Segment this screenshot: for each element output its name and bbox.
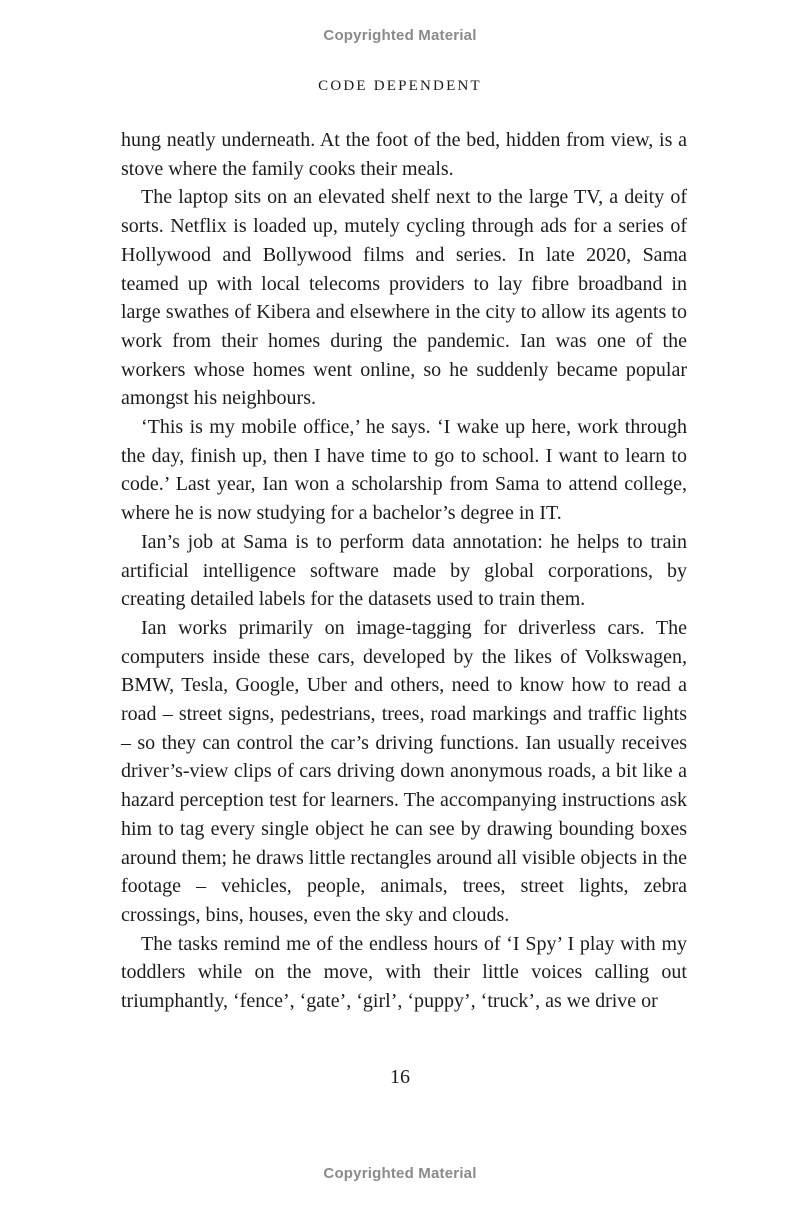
page-number: 16 [390,1066,410,1088]
paragraph: ‘This is my mobile office,’ he says. ‘I wake up here, work through the day, finish up, then I have time to go to school. I want to learn to code.’ Last year, Ian won a scholarship from Sama to attend college, where he is now studying for a bachelor’s degree in IT. [121,416,687,525]
paragraph: The laptop sits on an elevated shelf next to the large TV, a deity of sorts. Netflix is loaded up, mutely cycling through ads for a series of Hollywood and Bollywood films and series. In late 2020, Sama teamed up with local telecoms providers to lay fibre broadband in large swathes of Kibera and elsewhere in the city to allow its agents to work from their homes during the pandemic. Ian was one of the workers whose homes went online, so he suddenly became popular amongst his neighbours. [121,186,687,410]
copyright-watermark-top: Copyrighted Material [323,27,477,44]
body-text [121,126,687,1016]
paragraph: Ian’s job at Sama is to perform data annotation: he helps to train artificial intelligence software made by global corporations, by creating detailed labels for the datasets used to train them. [121,530,687,611]
paragraph: Ian works primarily on image-tagging for driverless cars. The computers inside these cars, developed by the likes of Volkswagen, BMW, Tesla, Google, Uber and others, need to know how to read a road – street signs, pedestrians, trees, road markings and traffic lights – so they can control the car’s driving functions. Ian usually receives driver’s-view clips of cars driving down anonymous roads, a bit like a hazard perception test for learners. The accompanying instructions ask him to tag every single object he can see by drawing bounding boxes around them; he draws little rectangles around all visible objects in the footage – vehicles, people, animals, trees, street lights, zebra crossings, bins, houses, even the sky and clouds. [121,616,687,926]
paragraph: The tasks remind me of the endless hours of ‘I Spy’ I play with my toddlers while on the move, with their little voices calling out triumphantly, ‘fence’, ‘gate’, ‘girl’, ‘puppy’, ‘truck’, as we drive or [121,932,687,1013]
copyright-watermark-bottom: Copyrighted Material [323,1165,477,1182]
running-head: CODE DEPENDENT [318,78,482,94]
paragraph: hung neatly underneath. At the foot of the bed, hidden from view, is a stove where the family cooks their meals. [121,129,687,180]
